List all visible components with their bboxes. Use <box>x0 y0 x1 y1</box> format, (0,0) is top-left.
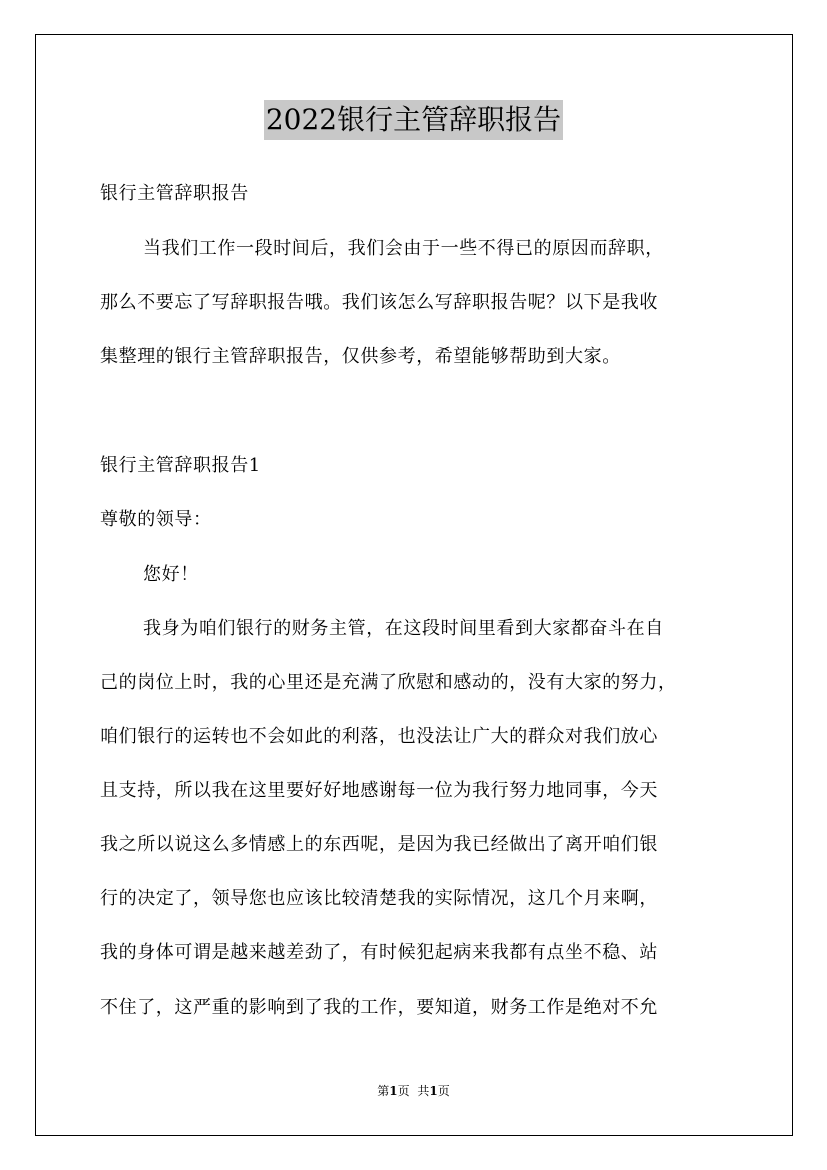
intro-line-1: 当我们工作一段时间后，我们会由于一些不得已的原因而辞职， <box>143 238 664 259</box>
footer-page-number: 1 <box>389 1084 398 1098</box>
body-line-7: 我的身体可谓是越来越差劲了，有时候犯起病来我都有点坐不稳、站 <box>100 942 658 963</box>
intro-line-2: 那么不要忘了写辞职报告哦。我们该怎么写辞职报告呢？以下是我收 <box>100 292 658 313</box>
body-line-8: 不住了，这严重的影响到了我的工作，要知道，财务工作是绝对不允 <box>100 997 658 1018</box>
body-line-5: 我之所以说这么多情感上的东西呢，是因为我已经做出了离开咱们银 <box>100 834 658 855</box>
intro-line-3: 集整理的银行主管辞职报告，仅供参考，希望能够帮助到大家。 <box>100 346 621 367</box>
footer-total-prefix: 共 <box>417 1084 430 1098</box>
greeting: 您好！ <box>143 564 199 585</box>
salutation: 尊敬的领导： <box>100 509 212 530</box>
section-heading: 银行主管辞职报告1 <box>100 455 261 476</box>
footer-total-suffix: 页 <box>437 1084 450 1098</box>
page-footer <box>0 1083 827 1099</box>
document-title: 2022银行主管辞职报告 <box>264 100 563 140</box>
body-line-1: 我身为咱们银行的财务主管，在这段时间里看到大家都奋斗在自 <box>143 618 664 639</box>
footer-page-suffix: 页 <box>397 1084 410 1098</box>
body-line-2: 己的岗位上时，我的心里还是充满了欣慰和感动的，没有大家的努力， <box>100 672 677 693</box>
body-line-3: 咱们银行的运转也不会如此的利落，也没法让广大的群众对我们放心 <box>100 726 658 747</box>
footer-total-pages: 1 <box>429 1084 438 1098</box>
body-line-6: 行的决定了，领导您也应该比较清楚我的实际情况，这几个月来啊， <box>100 888 658 909</box>
body-line-4: 且支持，所以我在这里要好好地感谢每一位为我行努力地同事，今天 <box>100 780 658 801</box>
document-subtitle: 银行主管辞职报告 <box>100 183 249 204</box>
footer-page-prefix: 第 <box>377 1084 390 1098</box>
title-container <box>0 100 827 140</box>
